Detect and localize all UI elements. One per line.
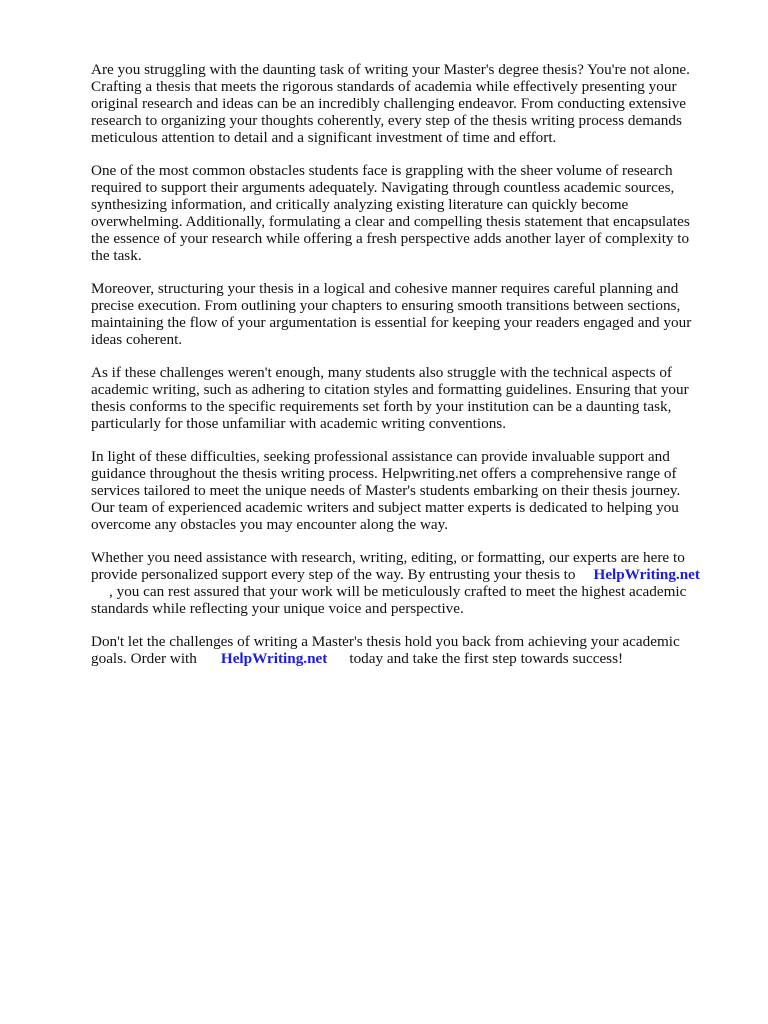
text-line: ideas coherent. (91, 331, 183, 348)
text-line: academic writing, such as adhering to citation styles and formatting guidelines. Ensuring that your (91, 381, 689, 398)
text-segment: goals. Order with (91, 650, 197, 667)
text-line: standards while reflecting your unique voice and perspective. (91, 600, 464, 617)
text-segment: , you can rest assured that your work will be meticulously crafted to meet the highest academic (109, 583, 687, 600)
text-line: Crafting a thesis that meets the rigorous standards of academia while effectively presenting your (91, 78, 677, 95)
text-line: One of the most common obstacles students face is grappling with the sheer volume of research (91, 162, 673, 179)
paragraph-structure (91, 280, 731, 348)
paragraph-assistance (91, 448, 731, 533)
text-line: the task. (91, 247, 142, 264)
text-line: As if these challenges weren't enough, many students also struggle with the technical aspects of (91, 364, 672, 381)
text-line (91, 583, 731, 600)
text-line: research to organizing your thoughts coherently, every step of the thesis writing process demands (91, 112, 682, 129)
text-line: services tailored to meet the unique needs of Master's students embarking on their thesis journey. (91, 482, 681, 499)
helpwriting-link[interactable]: HelpWriting.net (220, 650, 328, 667)
paragraph-support (91, 549, 731, 617)
helpwriting-link[interactable]: HelpWriting.net (593, 566, 700, 583)
text-line: precise execution. From outlining your chapters to ensuring smooth transitions between sections, (91, 297, 681, 314)
text-line (91, 566, 731, 583)
text-line: the essence of your research while offering a fresh perspective adds another layer of complexity to (91, 230, 690, 247)
paragraph-cta (91, 633, 731, 667)
text-segment: provide personalized support every step of the way. By entrusting your thesis to (91, 566, 576, 583)
text-line (91, 650, 731, 667)
paragraph-intro (91, 61, 731, 146)
text-line: Moreover, structuring your thesis in a logical and cohesive manner requires careful planning and (91, 280, 679, 297)
text-line: thesis conforms to the specific requirements set forth by your institution can be a daunting task, (91, 398, 672, 415)
text-line: Our team of experienced academic writers and subject matter experts is dedicated to helping you (91, 499, 679, 516)
text-line: maintaining the flow of your argumentation is essential for keeping your readers engaged and your (91, 314, 692, 331)
text-line: Whether you need assistance with research, writing, editing, or formatting, our experts are here to (91, 549, 685, 566)
text-line: original research and ideas can be an incredibly challenging endeavor. From conducting extensive (91, 95, 687, 112)
text-line: meticulous attention to detail and a significant investment of time and effort. (91, 129, 557, 146)
text-line: guidance throughout the thesis writing process. Helpwriting.net offers a comprehensive range of (91, 465, 677, 482)
paragraph-technical (91, 364, 731, 432)
text-line: overcome any obstacles you may encounter along the way. (91, 516, 449, 533)
text-segment: today and take the first step towards success! (349, 650, 624, 667)
text-line: synthesizing information, and critically analyzing existing literature can quickly become (91, 196, 629, 213)
text-line: required to support their arguments adequately. Navigating through countless academic sources, (91, 179, 675, 196)
document-body (91, 61, 731, 683)
text-line: In light of these difficulties, seeking professional assistance can provide invaluable support and (91, 448, 670, 465)
text-line: Are you struggling with the daunting task of writing your Master's degree thesis? You're not alone. (91, 61, 690, 78)
paragraph-obstacles (91, 162, 731, 264)
text-line: overwhelming. Additionally, formulating a clear and compelling thesis statement that encapsulates (91, 213, 690, 230)
text-line: Don't let the challenges of writing a Master's thesis hold you back from achieving your academic (91, 633, 680, 650)
text-line: particularly for those unfamiliar with academic writing conventions. (91, 415, 506, 432)
